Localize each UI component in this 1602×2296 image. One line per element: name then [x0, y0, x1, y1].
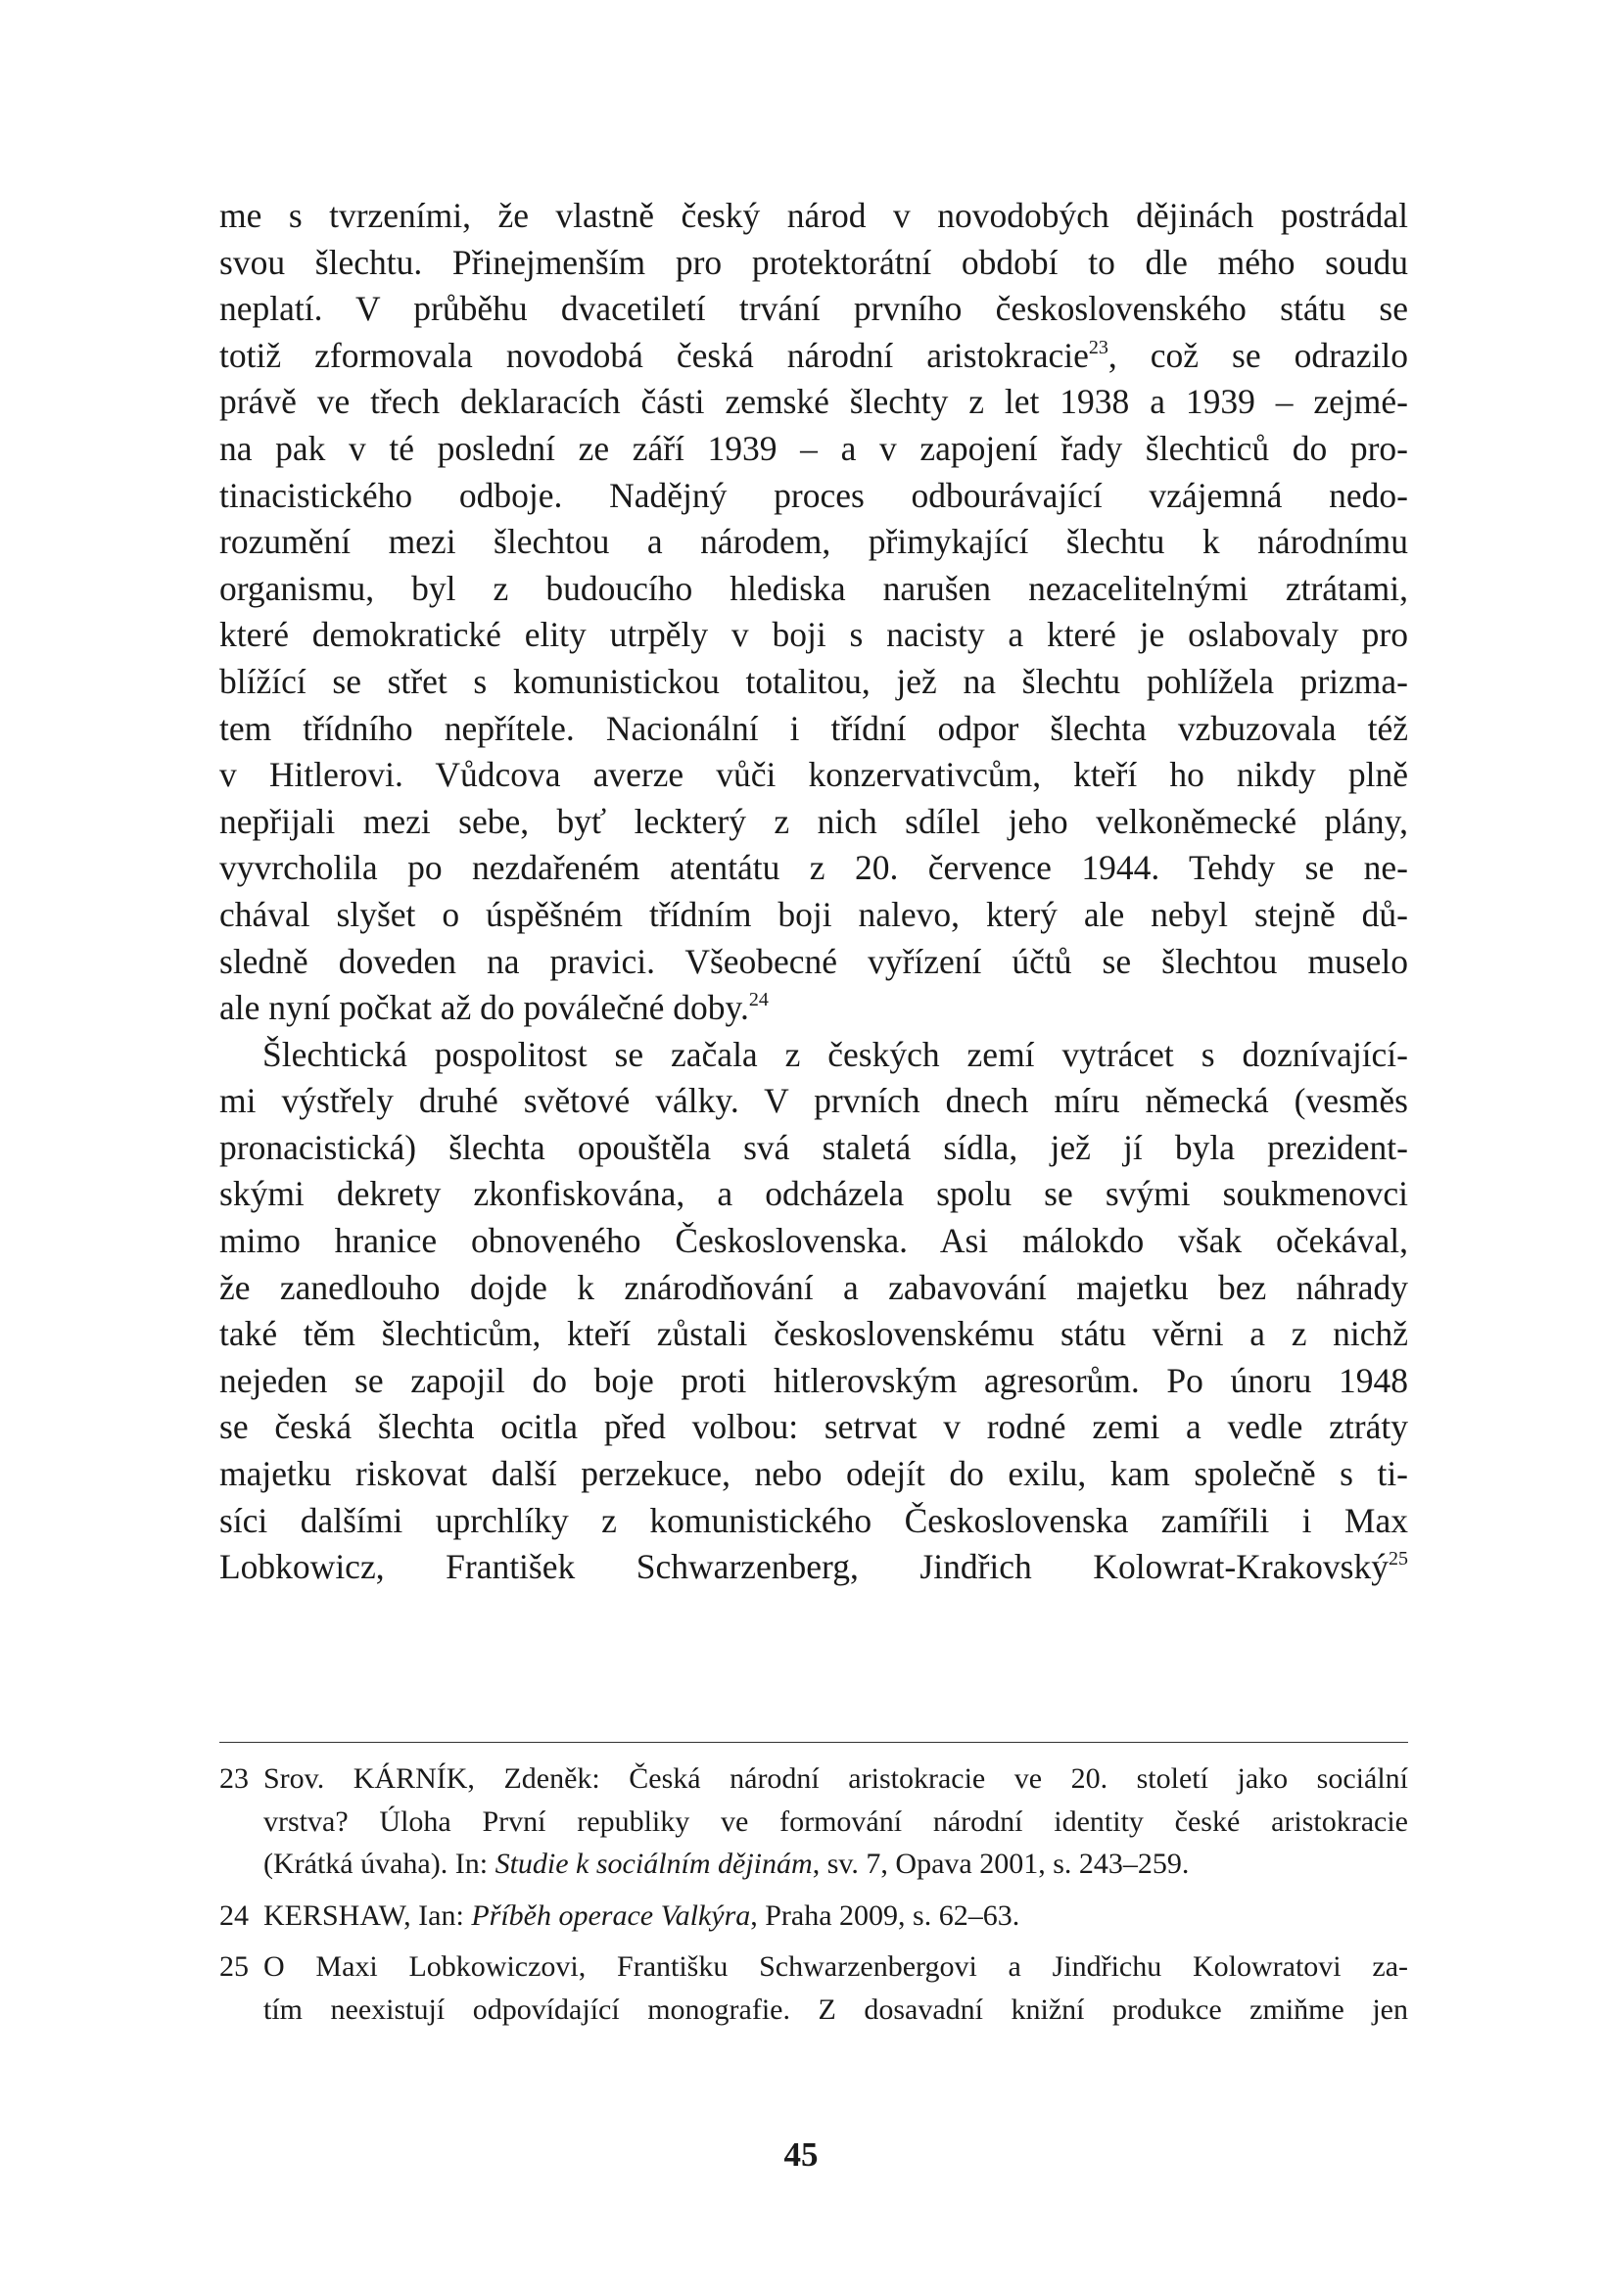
footnote-line	[219, 1895, 1408, 1938]
text-line: chával slyšet o úspěšném třídním boji nalevo, který ale nebyl stejně dů-	[219, 894, 1408, 934]
footnote-number: 25	[219, 1950, 249, 1983]
text-line: skými dekrety zkonfiskována, a odcházela spolu se svými soukmenovci	[219, 1174, 1408, 1214]
text-line: neplatí. V průběhu dvacetiletí trvání prvního československého státu se	[219, 289, 1408, 329]
text-line: nepřijali mezi sebe, byť leckterý z nich sdílel jeho velkoněmecké plány,	[219, 801, 1408, 841]
footnote-text: (Krátká úvaha). In:	[263, 1848, 495, 1880]
footnote-title-italic: Příběh operace Valkýra	[471, 1898, 751, 1932]
text-line: mimo hranice obnoveného Československa. Asi málokdo však očekával,	[219, 1221, 1408, 1261]
text-line: majetku riskovat další perzekuce, nebo odejít do exilu, kam společně s ti-	[219, 1454, 1408, 1494]
text-fragment: ale nyní počkat až do poválečné doby.	[219, 988, 749, 1028]
footnote-line	[219, 1945, 1408, 1989]
paragraph-first-line: Šlechtická pospolitost se začala z českých zemí vytrácet s doznívající-	[262, 1034, 1408, 1074]
text-line: vyvrcholila po nezdařeném atentátu z 20. července 1944. Tehdy se ne-	[219, 848, 1408, 888]
text-line: sledně doveden na pravici. Všeobecné vyřízení účtů se šlechtou muselo	[219, 941, 1408, 981]
text-fragment: , což se odrazilo	[1107, 335, 1408, 375]
text-line: tinacistického odboje. Nadějný proces odbourávající vzájemná nedo-	[219, 475, 1408, 515]
text-line: pronacistická) šlechta opouštěla svá staletá sídla, jež jí byla prezident-	[219, 1127, 1408, 1167]
footnote-ref-23[interactable]: 23	[1088, 336, 1108, 358]
footnote-text: O Maxi Lobkowiczovi, Františku Schwarzenbergovi a Jindřichu Kolowratovi za-	[263, 1950, 1408, 1983]
footnote-ref-25[interactable]: 25	[1389, 1548, 1408, 1570]
footnote-line	[219, 1843, 1408, 1886]
footnotes	[219, 1757, 1408, 2039]
footnote-24	[219, 1895, 1408, 1938]
text-line: na pak v té poslední ze září 1939 – a v zapojení řady šlechticů do pro-	[219, 428, 1408, 468]
page-number: 45	[783, 2135, 819, 2174]
footnote-text: KERSHAW, Ian:	[263, 1898, 472, 1932]
text-line	[219, 1544, 1408, 1591]
text-line: právě ve třech deklaracích části zemské šlechty z let 1938 a 1939 – zejmé-	[219, 382, 1408, 422]
text-line: které demokratické elity utrpěly v boji s nacisty a které je oslabovaly pro	[219, 615, 1408, 655]
text-line: organismu, byl z budoucího hlediska narušen nezacelitelnými ztrátami,	[219, 568, 1408, 608]
text-line: síci dalšími uprchlíky z komunistického Československa zamířili i Max	[219, 1500, 1408, 1540]
footnote-text: , Praha 2009, s. 62–63.	[750, 1898, 1020, 1932]
main-text	[219, 193, 1408, 1591]
text-fragment: totiž zformovala novodobá česká národní aristokracie	[219, 335, 1089, 375]
footnote-title-italic: Studie k sociálním dějinám	[495, 1848, 813, 1880]
footnote-line: tím neexistují odpovídající monografie. Z dosavadní knižní produkce zmiňme jen	[263, 1992, 1408, 2026]
footnote-line	[219, 1757, 1408, 1801]
footnote-ref-24[interactable]: 24	[748, 989, 769, 1011]
text-fragment: Lobkowicz, František Schwarzenberg, Jindřich Kolowrat-Krakovský	[219, 1547, 1389, 1587]
text-line	[219, 985, 1408, 1032]
footnote-line: vrstva? Úloha První republiky ve formování národní identity české aristokracie	[263, 1804, 1408, 1838]
footnote-text: Srov. KÁRNÍK, Zdeněk: Česká národní aristokracie ve 20. století jako sociální	[263, 1762, 1408, 1795]
footnote-text: , sv. 7, Opava 2001, s. 243–259.	[812, 1848, 1190, 1880]
text-line: se česká šlechta ocitla před volbou: setrvat v rodné zemi a vedle ztráty	[219, 1407, 1408, 1447]
text-line	[219, 333, 1408, 380]
text-line: také těm šlechticům, kteří zůstali československému státu věrni a z nichž	[219, 1314, 1408, 1354]
footnote-25	[219, 1945, 1408, 2031]
text-line: svou šlechtu. Přinejmenším pro protektorátní období to dle mého soudu	[219, 242, 1408, 282]
text-line: tem třídního nepřítele. Nacionální i třídní odpor šlechta vzbuzovala též	[219, 708, 1408, 748]
text-line: nejeden se zapojil do boje proti hitlerovským agresorům. Po únoru 1948	[219, 1360, 1408, 1400]
footnote-23	[219, 1757, 1408, 1886]
text-line: rozumění mezi šlechtou a národem, přimykající šlechtu k národnímu	[219, 522, 1408, 562]
footnote-number: 23	[219, 1762, 249, 1795]
text-line: v Hitlerovi. Vůdcova averze vůči konzervativcům, kteří ho nikdy plně	[219, 755, 1408, 795]
footnote-divider	[219, 1742, 1408, 1743]
text-line: me s tvrzeními, že vlastně český národ v novodobých dějinách postrádal	[219, 196, 1408, 235]
text-line: mi výstřely druhé světové války. V prvních dnech míru německá (vesměs	[219, 1081, 1408, 1121]
footnote-number: 24	[219, 1898, 249, 1932]
text-line: blížící se střet s komunistickou totalitou, jež na šlechtu pohlížela prizma-	[219, 661, 1408, 701]
text-line: že zanedlouho dojde k znárodňování a zabavování majetku bez náhrady	[219, 1267, 1408, 1307]
